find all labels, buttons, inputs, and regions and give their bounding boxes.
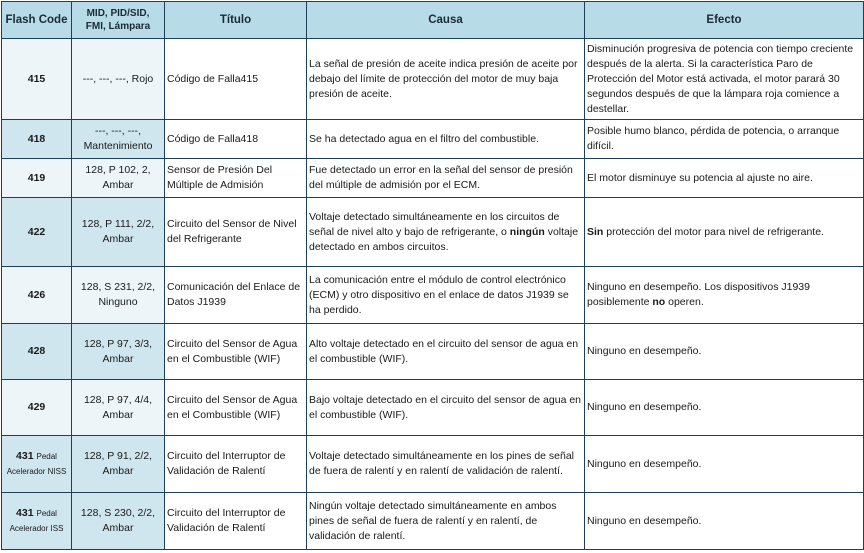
cause-cell: Voltaje detectado simultáneamente en los pines de señal de fuera de ralentí y en ralentí de validación de ralentí. [307, 436, 585, 493]
header-title: Título [165, 2, 307, 39]
header-mid-line1: MID, PID/SID, [86, 8, 150, 19]
flash-code-cell [2, 380, 72, 436]
mid-pid-cell: 128, P 111, 2/2, Ambar [72, 198, 165, 267]
flash-code: 418 [27, 132, 46, 145]
effect-cell: Ninguno en desempeño. [585, 324, 864, 380]
flash-code: 419 [27, 171, 46, 184]
title-cell: Circuito del Interruptor de Validación de Ralentí [165, 493, 307, 550]
effect-text: operen. [665, 296, 704, 308]
cause-cell: Ningún voltaje detectado simultáneamente en ambos pines de señal de fuera de ralentí y en ralentí, de validación de ralentí. [307, 493, 585, 550]
table-row [2, 493, 864, 550]
cause-emphasis: ningún [509, 225, 545, 238]
flash-code-cell [2, 324, 72, 380]
table-row [2, 120, 864, 159]
title-cell: Circuito del Interruptor de Validación de Ralentí [165, 436, 307, 493]
effect-cell: El motor disminuye su potencia al ajuste no aire. [585, 159, 864, 198]
mid-pid-cell: 128, P 97, 3/3, Ambar [72, 324, 165, 380]
effect-emphasis: Sin [587, 225, 604, 238]
flash-code: 429 [27, 401, 46, 413]
cause-text: Voltaje detectado simultáneamente en los circuitos de señal de nivel alto y bajo de refrigerante, o [309, 210, 560, 238]
flash-code-table [1, 1, 864, 550]
effect-cell: Ninguno en desempeño. [585, 380, 864, 436]
header-cause: Causa [307, 2, 585, 39]
cause-cell: Bajo voltaje detectado en el circuito del sensor de agua en el combustible (WIF). [307, 380, 585, 436]
effect-text: Ninguno en desempeño. Los dispositivos J1939 posiblemente [587, 281, 810, 308]
flash-code: 428 [27, 345, 46, 357]
cause-cell [307, 198, 585, 267]
mid-pid-cell: ---, ---, ---, Rojo [72, 39, 165, 120]
table-row [2, 267, 864, 324]
effect-emphasis: no [652, 296, 666, 308]
title-cell: Circuito del Sensor de Agua en el Combustible (WIF) [165, 324, 307, 380]
effect-cell: Ninguno en desempeño. [585, 493, 864, 550]
flash-code-sub: Pedal Acelerador ISS [9, 509, 64, 533]
mid-pid-cell: 128, P 97, 4/4, Ambar [72, 380, 165, 436]
mid-pid-cell: 128, S 231, 2/2, Ninguno [72, 267, 165, 324]
table-row [2, 159, 864, 198]
header-row [2, 2, 864, 39]
table-row [2, 380, 864, 436]
title-cell: Circuito del Sensor de Agua en el Combustible (WIF) [165, 380, 307, 436]
header-mid-pid [72, 2, 165, 39]
title-cell: Comunicación del Enlace de Datos J1939 [165, 267, 307, 324]
cause-cell: Alto voltaje detectado en el circuito del sensor de agua en el combustible (WIF). [307, 324, 585, 380]
flash-code: 422 [27, 225, 46, 238]
title-cell: Circuito del Sensor de Nivel del Refrigerante [165, 198, 307, 267]
mid-pid-cell: ---, ---, ---, Mantenimiento [72, 120, 165, 159]
flash-code-cell [2, 436, 72, 493]
table-row [2, 198, 864, 267]
flash-code-cell [2, 493, 72, 550]
cause-cell: La señal de presión de aceite indica presión de aceite por debajo del límite de protección del motor de muy baja presión de aceite. [307, 39, 585, 120]
cause-text: voltaje detectado en ambos circuitos. [309, 225, 579, 253]
table-row [2, 324, 864, 380]
effect-cell: Ninguno en desempeño. [585, 436, 864, 493]
cause-cell: Fue detectado un error en la señal del sensor de presión del múltiple de admisión por el ECM. [307, 159, 585, 198]
mid-pid-cell: 128, P 91, 2/2, Ambar [72, 436, 165, 493]
header-mid-line2: FMI, Lámpara [85, 21, 151, 32]
title-cell: Sensor de Presión Del Múltiple de Admisión [165, 159, 307, 198]
cause-cell: La comunicación entre el módulo de control electrónico (ECM) y otro dispositivo en el enlace de datos J1939 se ha perdido. [307, 267, 585, 324]
effect-cell: Posible humo blanco, pérdida de potencia, o arranque difícil. [585, 120, 864, 159]
flash-code: 431 [16, 450, 34, 462]
effect-cell [585, 267, 864, 324]
flash-code: 426 [27, 288, 46, 301]
title-cell: Código de Falla415 [165, 39, 307, 120]
flash-code: 431 [16, 507, 34, 519]
flash-code-sub: Pedal Acelerador NISS [6, 452, 67, 476]
effect-cell: Disminución progresiva de potencia con tiempo creciente después de la alerta. Si la característica Paro de Protección del Motor está activada, el motor parará 30 segundos después de que la lámpara roja comience a destellar. [585, 39, 864, 120]
header-flash-code: Flash Code [2, 2, 72, 39]
cause-cell: Se ha detectado agua en el filtro del combustible. [307, 120, 585, 159]
effect-text: protección del motor para nivel de refrigerante. [603, 225, 824, 238]
table-row [2, 39, 864, 120]
mid-pid-cell: 128, P 102, 2, Ambar [72, 159, 165, 198]
flash-code-cell [2, 267, 72, 324]
flash-code-cell [2, 198, 72, 267]
flash-code-cell [2, 159, 72, 198]
table-row [2, 436, 864, 493]
flash-code-cell [2, 39, 72, 120]
mid-pid-cell: 128, S 230, 2/2, Ambar [72, 493, 165, 550]
flash-code: 415 [27, 72, 46, 85]
effect-cell [585, 198, 864, 267]
flash-code-cell [2, 120, 72, 159]
title-cell: Código de Falla418 [165, 120, 307, 159]
header-effect: Efecto [585, 2, 864, 39]
